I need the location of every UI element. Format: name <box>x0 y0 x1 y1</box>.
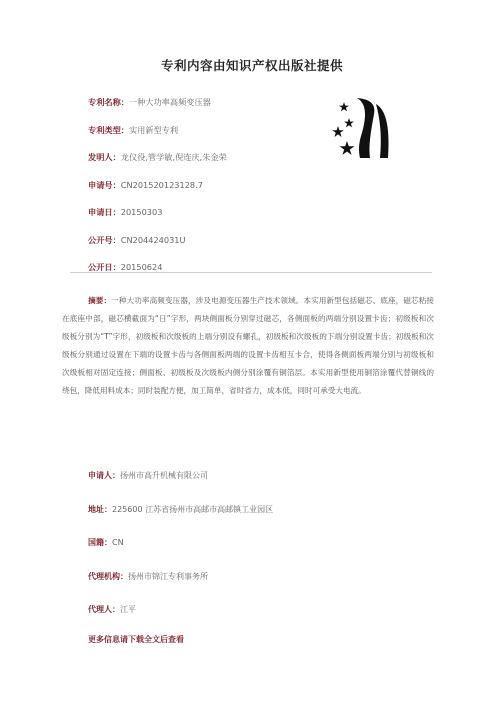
meta-value: 20150624 <box>120 262 163 272</box>
info-value: 扬州市锦江专利事务所 <box>128 572 208 581</box>
meta-row-name <box>88 96 227 124</box>
meta-row-publication-date <box>88 261 227 289</box>
info-row-agent <box>88 604 136 616</box>
patent-meta <box>88 96 227 289</box>
emblem-swoosh-icon <box>357 98 374 158</box>
more-info-note: 更多信息请下载全文后查看 <box>88 635 184 644</box>
star-icon <box>332 126 344 137</box>
meta-label: 公开号： <box>88 234 121 245</box>
meta-label: 申请日： <box>88 207 121 217</box>
info-row-address <box>88 504 273 516</box>
star-icon <box>339 102 349 111</box>
abstract-label: 摘要： <box>88 296 112 305</box>
meta-value: 一种大功率高频变压器 <box>128 97 211 107</box>
meta-label: 发明人： <box>88 152 121 162</box>
meta-label: 专利名称： <box>88 97 129 107</box>
meta-row-type <box>88 124 227 152</box>
info-row-nationality <box>88 537 124 549</box>
info-label: 国籍： <box>88 538 112 547</box>
page-title: 专利内容由知识产权出版社提供 <box>160 58 343 73</box>
info-value: 扬州市高升机械有限公司 <box>120 471 208 480</box>
abstract-text: 一种大功率高频变压器，涉及电源变压器生产技术领域。本实用新型包括磁芯、底座，磁芯粘接在底座中部，磁芯横截面为“日”字形，两块侧面板分别穿过磁芯，各侧面板的两端分别设置卡齿；初级板和次级板分别为“T”字形，初级板和次级板的上端分别设有螺孔，初级板和次级板的下端分别设置卡齿；初级板和次级板分别通过设置在下端的设置卡齿与各侧面板两端的设置卡齿相互卡合，使得各侧面板两端分别与初级板和次级板相对固定连接；侧面板、初级板及次级板内侧分别涂覆有铜箔层。本实用新型使用铜箔涂覆代替铜线的绕包，降低用料成本；同时装配方便，加工简单，省时省力，成本低，同时可承受大电流。 <box>62 296 435 395</box>
info-row-applicant <box>88 470 208 482</box>
info-label: 申请人： <box>88 471 120 480</box>
info-label: 地址： <box>88 505 112 514</box>
info-label: 代理机构： <box>88 572 128 581</box>
info-value: CN <box>112 538 124 547</box>
meta-label: 申请号： <box>88 179 121 190</box>
info-label: 代理人： <box>88 605 120 614</box>
info-value: 江平 <box>120 605 136 614</box>
meta-row-application-date <box>88 206 227 234</box>
patent-office-logo <box>330 96 396 160</box>
star-icon <box>344 118 354 127</box>
meta-value: 实用新型专利 <box>128 124 179 135</box>
meta-row-application-number <box>88 179 227 207</box>
meta-value: 龙仪役,管学敏,倪连庆,朱金荣 <box>120 152 227 162</box>
info-value: 225600 江苏省扬州市高邮市高邮镇工业园区 <box>112 505 274 514</box>
emblem-swoosh-icon <box>376 104 389 158</box>
meta-row-publication-number <box>88 234 227 262</box>
abstract <box>62 292 434 400</box>
meta-row-inventors <box>88 151 227 179</box>
meta-value: 20150303 <box>120 207 163 217</box>
meta-label: 公开日： <box>88 262 121 272</box>
meta-label: 专利类型： <box>88 124 129 135</box>
meta-value: CN204424031U <box>120 234 186 245</box>
star-icon <box>340 141 355 155</box>
info-row-agency <box>88 571 208 583</box>
meta-value: CN201520123128.7 <box>120 179 203 190</box>
section-divider <box>70 272 432 273</box>
